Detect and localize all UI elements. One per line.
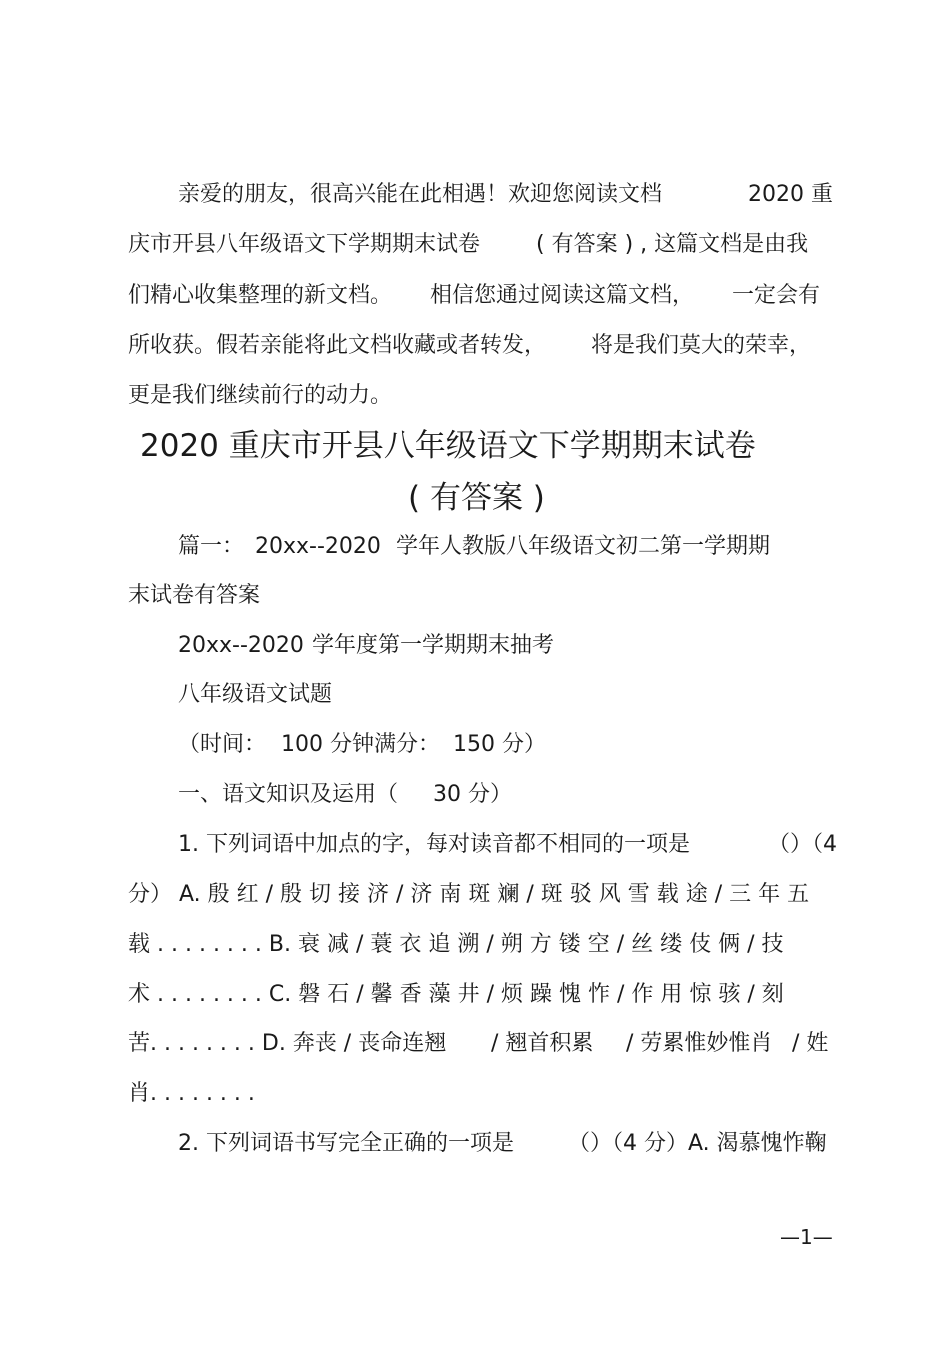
question-1-line-2: 分） A. 殷 红 / 殷 切 接 济 / 济 南 斑 斓 / 斑 驳 风 雪 载 途 / 三 年 五	[128, 882, 810, 907]
document-title-line-1: 2020 重庆市开县八年级语文下学期期末试卷	[140, 428, 756, 464]
intro-line-3a: 们精心收集整理的新文档。	[128, 283, 393, 308]
body-p1-cont: 末试卷有答案	[128, 583, 261, 608]
intro-line-4b: 将是我们莫大的荣幸，	[591, 333, 812, 358]
body-p1-label: 篇一：	[178, 534, 245, 559]
intro-line-5: 更是我们继续前行的动力。	[128, 383, 393, 408]
body-p4b: 100 分钟满分：	[281, 732, 440, 757]
question-1-line-4: 术 . . . . . . . . C. 磐 石 / 馨 香 藻 井 / 烦 躁 愧 怍 / 作 用 惊 骇 / 刻	[128, 982, 784, 1007]
body-p1-text: 学年人教版八年级语文初二第一学期期	[396, 534, 771, 559]
question-2-options: （）（4 分）A. 渴慕愧怍鞠	[568, 1131, 827, 1156]
body-p2-year: 20xx--2020	[178, 633, 304, 658]
body-p4a: （时间：	[178, 732, 267, 757]
intro-line-3b: 相信您通过阅读这篇文档，	[430, 283, 695, 308]
question-1-line-5c: / 劳累惟妙惟肖	[626, 1031, 773, 1056]
question-1-line-6: 肖. . . . . . . .	[128, 1081, 255, 1106]
intro-line-2: 庆市开县八年级语文下学期期末试卷	[128, 232, 481, 257]
document-title-line-2: ( 有答案 )	[408, 480, 545, 516]
intro-line-1-tail: 2020 重	[748, 182, 833, 207]
page-number: —1—	[780, 1225, 833, 1249]
question-1-line-1: 1. 下列词语中加点的字，每对读音都不相同的一项是	[178, 832, 690, 857]
intro-line-1: 亲爱的朋友，很高兴能在此相遇！欢迎您阅读文档	[178, 182, 663, 207]
question-1-line-3: 载 . . . . . . . . B. 衰 减 / 蓑 衣 追 溯 / 朔 方 镂 空 / 丝 缕 伎 俩 / 技	[128, 932, 784, 957]
body-p5a: 一、语文知识及运用（	[178, 782, 399, 807]
body-p1-year: 20xx--2020	[255, 534, 381, 559]
question-1-score: （）（4	[768, 832, 837, 857]
body-p5b: 30 分）	[433, 782, 512, 807]
question-2-line-1: 2. 下列词语书写完全正确的一项是	[178, 1131, 514, 1156]
intro-line-4a: 所收获。假若亲能将此文档收藏或者转发，	[128, 333, 547, 358]
body-p3: 八年级语文试题	[178, 682, 333, 707]
question-1-line-5a: 苦. . . . . . . . D. 奔丧 / 丧命连翘	[128, 1031, 447, 1056]
intro-line-3c: 一定会有	[732, 283, 821, 308]
intro-line-2-tail: ( 有答案 ) , 这篇文档是由我	[536, 232, 809, 257]
body-p2-text: 学年度第一学期期末抽考	[312, 633, 555, 658]
body-p4c: 150 分）	[453, 732, 546, 757]
question-1-line-5d: / 姓	[792, 1031, 829, 1056]
question-1-line-5b: / 翘首积累	[491, 1031, 594, 1056]
